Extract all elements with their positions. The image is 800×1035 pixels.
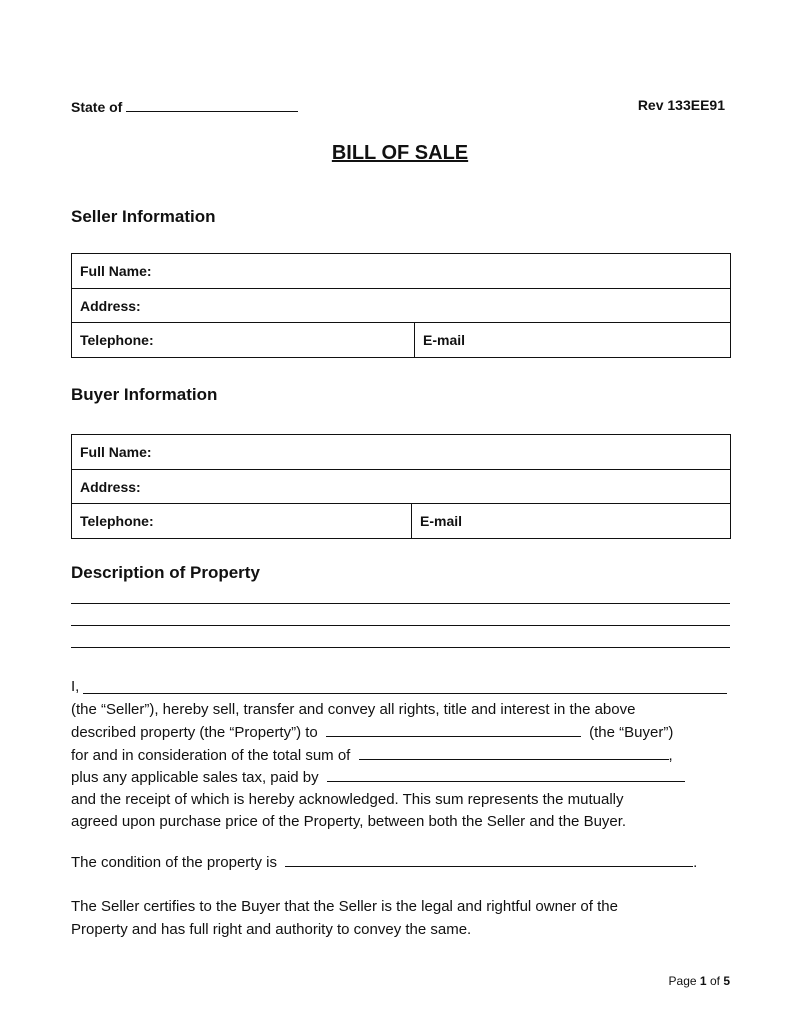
seller-section-heading: Seller Information xyxy=(71,207,216,226)
page-total: 5 xyxy=(723,974,730,988)
condition-period: . xyxy=(693,854,698,871)
property-description-line[interactable] xyxy=(71,603,730,604)
state-blank-line[interactable] xyxy=(126,97,298,112)
conveyance-line xyxy=(71,721,730,744)
buyer-info-table xyxy=(71,434,731,539)
sales-tax-text: plus any applicable sales tax, paid by xyxy=(71,769,319,786)
state-label: State of xyxy=(71,99,123,115)
buyer-telephone-label: Telephone: xyxy=(80,513,154,529)
seller-info-table xyxy=(71,253,731,358)
page-current: 1 xyxy=(699,974,707,988)
of-word: of xyxy=(709,974,720,988)
seller-address-label: Address: xyxy=(80,297,141,314)
state-field xyxy=(71,97,298,115)
condition-paragraph xyxy=(71,851,730,874)
seller-email-field[interactable] xyxy=(415,323,731,358)
consideration-text: for and in consideration of the total sum of xyxy=(71,746,351,764)
buyer-section-heading: Buyer Information xyxy=(71,385,218,404)
seller-telephone-label: Telephone: xyxy=(80,332,154,348)
conveyance-line: and the receipt of which is hereby acknowledged. This sum represents the mutually xyxy=(71,790,624,808)
conveyance-line xyxy=(71,766,730,789)
conveyance-line: (the “Seller”), hereby sell, transfer and convey all rights, title and interest in the above xyxy=(71,700,636,718)
seller-address-field[interactable] xyxy=(72,289,731,323)
buyer-full-name-label: Full Name: xyxy=(80,444,152,460)
certification-paragraph xyxy=(71,896,730,941)
total-sum-blank[interactable] xyxy=(359,744,669,760)
seller-full-name-label: Full Name: xyxy=(80,263,152,279)
seller-full-name-field[interactable] xyxy=(72,254,731,289)
buyer-designation: (the “Buyer”) xyxy=(589,724,674,741)
property-description-line[interactable] xyxy=(71,625,730,626)
page-word: Page xyxy=(668,974,697,988)
buyer-address-field[interactable] xyxy=(72,470,731,504)
document-title: BILL OF SALE xyxy=(331,142,469,164)
conveyance-i-prefix: I, xyxy=(71,678,80,695)
buyer-full-name-field[interactable] xyxy=(72,435,731,470)
condition-text: The condition of the property is xyxy=(71,854,277,871)
seller-telephone-field[interactable] xyxy=(72,323,415,358)
conveyance-to-text: described property (the “Property”) to xyxy=(71,724,318,741)
conveyance-paragraph xyxy=(71,676,730,834)
conveyance-line: agreed upon purchase price of the Property, between both the Seller and the Buyer. xyxy=(71,813,627,830)
property-description-line[interactable] xyxy=(71,647,730,648)
revision-code: Rev 133EE91 xyxy=(637,97,725,113)
page-number xyxy=(669,974,730,988)
buyer-email-label: E-mail xyxy=(420,513,463,529)
buyer-name-blank[interactable] xyxy=(326,721,581,737)
certification-line: Property and has full right and authority to convey the same. xyxy=(71,920,472,938)
property-section-heading: Description of Property xyxy=(71,563,260,582)
paid-by-blank[interactable] xyxy=(327,766,685,782)
buyer-email-field[interactable] xyxy=(412,504,731,539)
buyer-address-label: Address: xyxy=(80,478,141,495)
conveyance-line xyxy=(71,676,730,699)
seller-email-label: E-mail xyxy=(423,332,466,348)
conveyance-line xyxy=(71,744,730,767)
buyer-telephone-field[interactable] xyxy=(72,504,412,539)
condition-blank[interactable] xyxy=(285,851,693,867)
consideration-comma: , xyxy=(668,746,673,764)
certification-line: The Seller certifies to the Buyer that the Seller is the legal and rightful owner of the xyxy=(71,898,618,915)
seller-name-blank[interactable] xyxy=(83,678,727,694)
